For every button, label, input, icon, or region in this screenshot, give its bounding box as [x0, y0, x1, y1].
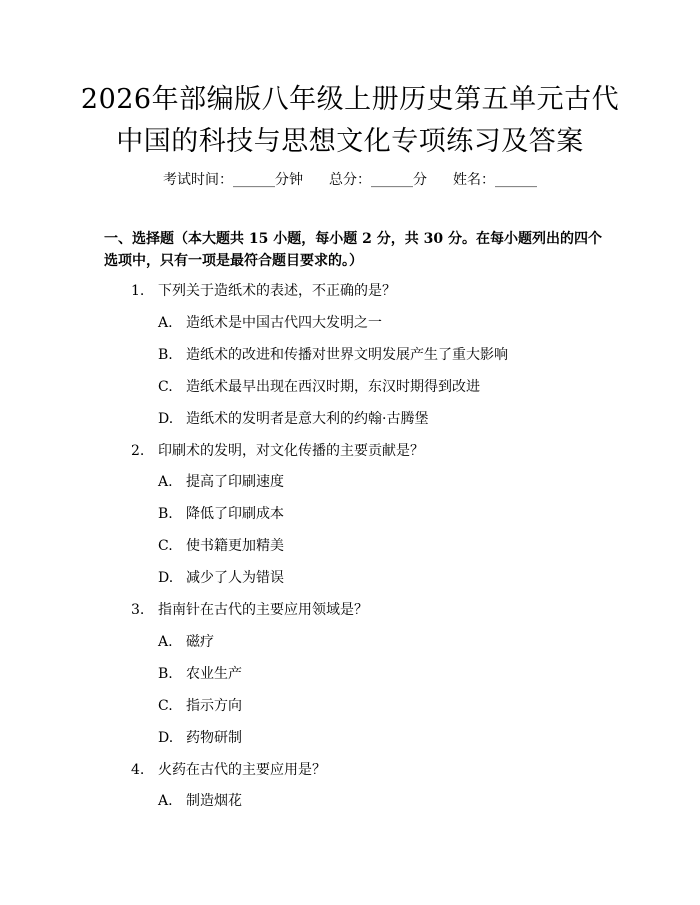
question-2-option-a: [158, 473, 284, 491]
option-label: B.: [158, 347, 173, 363]
option-text: 造纸术是中国古代四大发明之一: [186, 315, 382, 331]
option-label: B.: [158, 506, 173, 522]
exam-time-field: 考试时间：______分钟: [163, 172, 303, 188]
option-label: A.: [158, 634, 173, 650]
option-text: 制造烟花: [186, 793, 242, 809]
option-label: C.: [158, 538, 173, 554]
question-1-option-a: [158, 314, 382, 332]
question-number: 1.: [131, 283, 145, 299]
option-text: 造纸术最早出现在西汉时期，东汉时期得到改进: [186, 379, 480, 395]
question-text: 火药在古代的主要应用是？: [158, 762, 326, 778]
question-text: 印刷术的发明，对文化传播的主要贡献是？: [158, 443, 424, 459]
question-2-option-d: [158, 569, 284, 587]
question-1: [131, 282, 396, 300]
exam-meta: [0, 171, 700, 189]
option-label: B.: [158, 666, 173, 682]
question-number: 2.: [131, 443, 145, 459]
question-2: [131, 442, 424, 460]
option-label: A.: [158, 315, 173, 331]
option-label: A.: [158, 474, 173, 490]
option-label: D.: [158, 570, 174, 586]
option-label: A.: [158, 793, 173, 809]
option-text: 药物研制: [186, 730, 242, 746]
page-title-line-2: 中国的科技与思想文化专项练习及答案: [116, 126, 584, 157]
option-text: 磁疗: [186, 634, 214, 650]
total-score-field: 总分：______分: [329, 172, 427, 188]
student-name-field: 姓名：______: [453, 172, 537, 188]
question-3-option-c: [158, 697, 242, 715]
question-3-option-b: [158, 665, 242, 683]
option-label: C.: [158, 698, 173, 714]
question-1-option-d: [158, 410, 428, 428]
option-text: 指示方向: [186, 698, 242, 714]
option-text: 农业生产: [186, 666, 242, 682]
question-number: 4.: [131, 762, 145, 778]
question-3-option-d: [158, 729, 242, 747]
option-label: D.: [158, 730, 174, 746]
option-text: 造纸术的发明者是意大利的约翰·古腾堡: [186, 411, 429, 427]
page-title-line-1: 2026年部编版八年级上册历史第五单元古代: [80, 84, 620, 115]
option-text: 降低了印刷成本: [186, 506, 284, 522]
question-text: 指南针在古代的主要应用领域是？: [158, 602, 368, 618]
option-text: 提高了印刷速度: [186, 474, 284, 490]
option-text: 减少了人为错误: [186, 570, 284, 586]
question-2-option-c: [158, 537, 284, 555]
option-label: D.: [158, 411, 174, 427]
question-2-option-b: [158, 505, 284, 523]
question-number: 3.: [131, 602, 145, 618]
question-3-option-a: [158, 633, 214, 651]
section-heading-multiple-choice: 一、选择题（本大题共 15 小题，每小题 2 分，共 30 分。在每小题列出的四个选项中，只有一项是最符合题目要求的。）: [104, 231, 602, 269]
question-4: [131, 761, 326, 779]
option-text: 造纸术的改进和传播对世界文明发展产生了重大影响: [186, 347, 508, 363]
option-text: 使书籍更加精美: [186, 538, 284, 554]
question-text: 下列关于造纸术的表述，不正确的是？: [158, 283, 396, 299]
question-1-option-b: [158, 346, 508, 364]
option-label: C.: [158, 379, 173, 395]
question-3: [131, 601, 368, 619]
question-1-option-c: [158, 378, 480, 396]
question-4-option-a: [158, 792, 242, 810]
